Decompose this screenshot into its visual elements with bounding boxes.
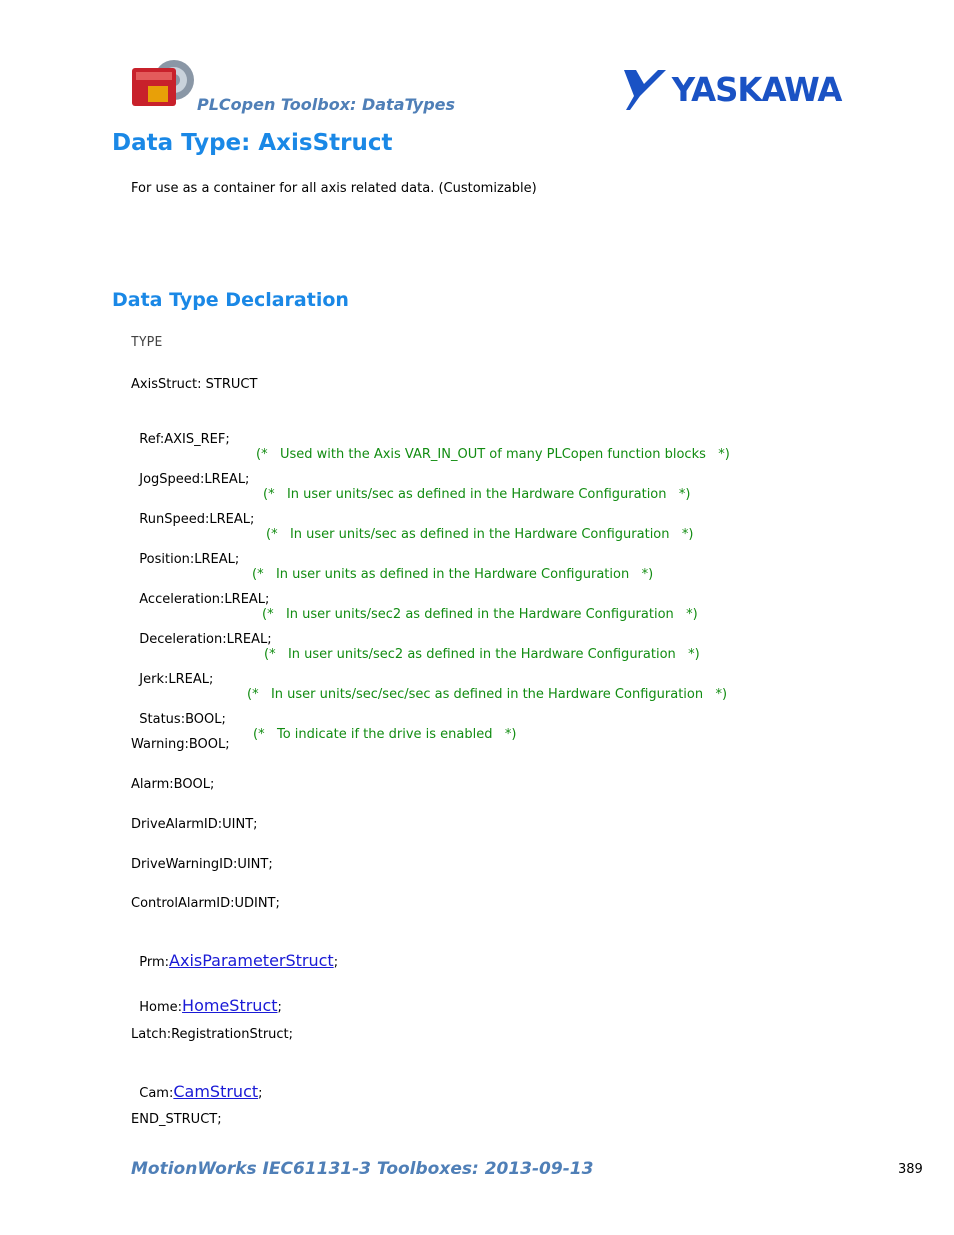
member-name: Jerk:LREAL; bbox=[139, 672, 214, 687]
toolbox-icon bbox=[132, 68, 176, 106]
cam-struct-link[interactable]: CamStruct bbox=[173, 1082, 259, 1101]
member-line-home bbox=[131, 981, 282, 1015]
member-name: Deceleration:LREAL; bbox=[139, 632, 272, 647]
member-comment: (* In user units/sec as defined in the Hardware Configuration *) bbox=[263, 487, 691, 502]
member-name: Status:BOOL; bbox=[139, 712, 226, 727]
member-line: Alarm:BOOL; bbox=[131, 777, 215, 792]
member-line-cam bbox=[131, 1067, 263, 1101]
brand-logo bbox=[622, 66, 843, 112]
member-line: DriveAlarmID:UINT; bbox=[131, 817, 258, 832]
member-line bbox=[131, 617, 700, 662]
member-line bbox=[131, 457, 691, 502]
member-line-prm bbox=[131, 936, 338, 970]
member-line: ControlAlarmID:UDINT; bbox=[131, 896, 280, 911]
member-name: JogSpeed:LREAL; bbox=[139, 472, 250, 487]
member-comment: (* In user units/sec/sec/sec as defined in the Hardware Configuration *) bbox=[247, 687, 728, 702]
member-line bbox=[131, 537, 654, 582]
member-line bbox=[131, 577, 698, 622]
member-line bbox=[131, 497, 694, 542]
member-name: Acceleration:LREAL; bbox=[139, 592, 270, 607]
member-line: DriveWarningID:UINT; bbox=[131, 857, 273, 872]
toolbox-logo bbox=[130, 56, 198, 112]
member-line: Latch:RegistrationStruct; bbox=[131, 1027, 294, 1042]
member-line: Warning:BOOL; bbox=[131, 737, 230, 752]
member-line bbox=[131, 657, 728, 702]
member-suffix: ; bbox=[258, 1086, 263, 1101]
member-comment: (* Used with the Axis VAR_IN_OUT of many PLCopen function blocks *) bbox=[256, 447, 730, 462]
member-prefix: Cam: bbox=[139, 1086, 174, 1101]
member-suffix: ; bbox=[333, 955, 339, 970]
toolbox-label: PLCopen Toolbox: DataTypes bbox=[197, 95, 456, 114]
member-prefix: Home: bbox=[139, 1000, 183, 1015]
page-number: 389 bbox=[898, 1162, 923, 1177]
member-name: RunSpeed:LREAL; bbox=[139, 512, 255, 527]
struct-open: AxisStruct: STRUCT bbox=[131, 377, 258, 392]
page-title: Data Type: AxisStruct bbox=[112, 130, 393, 156]
home-struct-link[interactable]: HomeStruct bbox=[182, 996, 278, 1015]
struct-close: END_STRUCT; bbox=[131, 1112, 222, 1127]
footer-title: MotionWorks IEC61131-3 Toolboxes: 2013-09-13 bbox=[131, 1159, 594, 1179]
member-line bbox=[131, 417, 730, 462]
member-prefix: Prm: bbox=[139, 955, 170, 970]
member-line bbox=[131, 697, 517, 742]
axis-parameter-struct-link[interactable]: AxisParameterStruct bbox=[169, 951, 334, 970]
member-comment: (* In user units/sec as defined in the Hardware Configuration *) bbox=[266, 527, 694, 542]
member-suffix: ; bbox=[277, 1000, 282, 1015]
description: For use as a container for all axis related data. (Customizable) bbox=[131, 181, 537, 196]
yaskawa-mark-icon bbox=[622, 66, 666, 112]
member-comment: (* In user units as defined in the Hardware Configuration *) bbox=[252, 567, 654, 582]
member-comment: (* In user units/sec2 as defined in the Hardware Configuration *) bbox=[264, 647, 700, 662]
brand-name: YASKAWA bbox=[671, 69, 842, 109]
member-name: Position:LREAL; bbox=[139, 552, 240, 567]
member-comment: (* In user units/sec2 as defined in the Hardware Configuration *) bbox=[262, 607, 698, 622]
member-name: Ref:AXIS_REF; bbox=[139, 432, 230, 447]
type-keyword: TYPE bbox=[131, 335, 163, 350]
member-comment: (* To indicate if the drive is enabled *) bbox=[253, 727, 517, 742]
section-heading: Data Type Declaration bbox=[112, 289, 349, 311]
